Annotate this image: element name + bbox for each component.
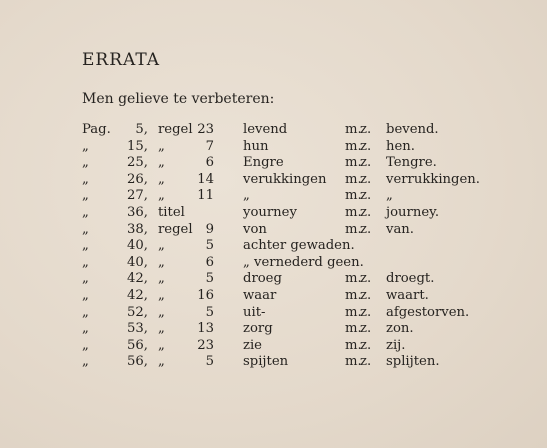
row-label: „ [82,304,89,320]
line-number: 6 [205,155,214,171]
page-number: 26, [127,171,148,187]
erroneous-text: yourney [243,205,297,220]
errata-row [0,353,547,370]
page-title: ERRATA [82,50,161,70]
erroneous-text: levend [243,122,288,137]
erroneous-text: droeg [243,271,282,287]
errata-row [0,320,547,337]
correction-text: van. [386,221,414,237]
moet-abbrev: m. [345,205,362,220]
line-number: 16 [197,288,214,303]
errata-row [0,187,547,204]
row-label: „ [82,188,89,204]
correction-text: Tengre. [386,155,437,171]
row-label: „ [82,254,89,270]
line-label: „ [158,171,165,187]
erroneous-text: von [243,221,267,237]
page-number: 56, [127,354,148,370]
line-label: „ [158,354,165,370]
errata-row [0,138,547,155]
line-label: „ [158,238,165,254]
erroneous-text: „ vernederd geen. [243,254,364,270]
row-label: „ [82,354,89,370]
moet-abbrev: m. [345,221,362,237]
correction-text: zij. [386,337,406,353]
correction-text: „ [386,188,393,204]
line-number: 23 [197,122,214,137]
zijn-abbrev: z. [360,122,372,137]
line-label: „ [158,254,165,270]
moet-abbrev: m. [345,138,362,154]
correction-text: journey. [386,205,440,220]
errata-row [0,154,547,171]
row-label: „ [82,171,89,187]
line-label: titel [158,205,185,220]
zijn-abbrev: z. [360,171,372,187]
page-number: 15, [127,138,148,154]
row-label: „ [82,288,89,303]
line-number: 7 [205,138,214,154]
errata-row [0,171,547,188]
errata-row [0,204,547,221]
zijn-abbrev: z. [360,138,372,154]
correction-text: bevend. [386,122,439,137]
line-number: 9 [205,221,214,237]
row-label: „ [82,238,89,254]
moet-abbrev: m. [345,288,362,303]
page-number: 53, [127,321,148,337]
row-label: „ [82,221,89,237]
line-number: 23 [197,337,214,353]
errata-row [0,337,547,354]
errata-row [0,254,547,271]
intro-text: Men gelieve te verbeteren: [82,91,275,107]
moet-abbrev: m. [345,354,362,370]
row-label: „ [82,337,89,353]
correction-text: droegt. [386,271,435,287]
row-label: „ [82,321,89,337]
moet-abbrev: m. [345,188,362,204]
moet-abbrev: m. [345,171,362,187]
line-number: 5 [205,238,214,254]
zijn-abbrev: z. [360,337,372,353]
line-label: „ [158,188,165,204]
line-label: „ [158,337,165,353]
line-number: 14 [197,171,214,187]
line-number: 11 [197,188,214,204]
errata-row [0,270,547,287]
line-label: „ [158,155,165,171]
row-label: Pag. [82,122,111,137]
page-number: 25, [127,155,148,171]
row-label: „ [82,271,89,287]
erroneous-text: spijten [243,354,289,370]
erroneous-text: „ [243,188,250,204]
correction-text: zon. [386,321,414,337]
moet-abbrev: m. [345,271,362,287]
moet-abbrev: m. [345,321,362,337]
zijn-abbrev: z. [360,271,372,287]
correction-text: waart. [386,288,429,303]
page-number: 40, [127,254,148,270]
errata-row [0,121,547,138]
erroneous-text: uit- [243,304,266,320]
correction-text: splijten. [386,354,440,370]
page-number: 42, [127,271,148,287]
page-number: 52, [127,304,148,320]
line-number: 5 [205,304,214,320]
moet-abbrev: m. [345,155,362,171]
correction-text: hen. [386,138,415,154]
line-label: „ [158,321,165,337]
errata-row [0,221,547,238]
line-number: 5 [205,354,214,370]
line-number: 13 [197,321,214,337]
line-label: regel [158,221,193,237]
moet-abbrev: m. [345,122,362,137]
errata-row [0,237,547,254]
page-number: 36, [127,205,148,220]
line-label: „ [158,271,165,287]
zijn-abbrev: z. [360,321,372,337]
errata-row [0,287,547,304]
moet-abbrev: m. [345,337,362,353]
erroneous-text: Engre [243,155,284,171]
page-number: 42, [127,288,148,303]
correction-text: afgestorven. [386,304,470,320]
row-label: „ [82,138,89,154]
zijn-abbrev: z. [360,304,372,320]
zijn-abbrev: z. [360,205,372,220]
erroneous-text: waar [243,288,277,303]
erroneous-text: zorg [243,321,273,337]
zijn-abbrev: z. [360,155,372,171]
page-number: 27, [127,188,148,204]
row-label: „ [82,205,89,220]
zijn-abbrev: z. [360,221,372,237]
zijn-abbrev: z. [360,354,372,370]
erroneous-text: zie [243,337,262,353]
line-number: 5 [205,271,214,287]
errata-row [0,304,547,321]
line-label: „ [158,304,165,320]
line-label: regel [158,122,193,137]
erroneous-text: achter gewaden. [243,238,355,254]
line-label: „ [158,288,165,303]
zijn-abbrev: z. [360,288,372,303]
page-number: 40, [127,238,148,254]
erroneous-text: verukkingen [243,171,327,187]
zijn-abbrev: z. [360,188,372,204]
correction-text: verrukkingen. [386,171,480,187]
row-label: „ [82,155,89,171]
line-label: „ [158,138,165,154]
page-number: 38, [127,221,148,237]
page-number: 56, [127,337,148,353]
moet-abbrev: m. [345,304,362,320]
line-number: 6 [205,254,214,270]
page-number: 5, [135,122,148,137]
erroneous-text: hun [243,138,269,154]
